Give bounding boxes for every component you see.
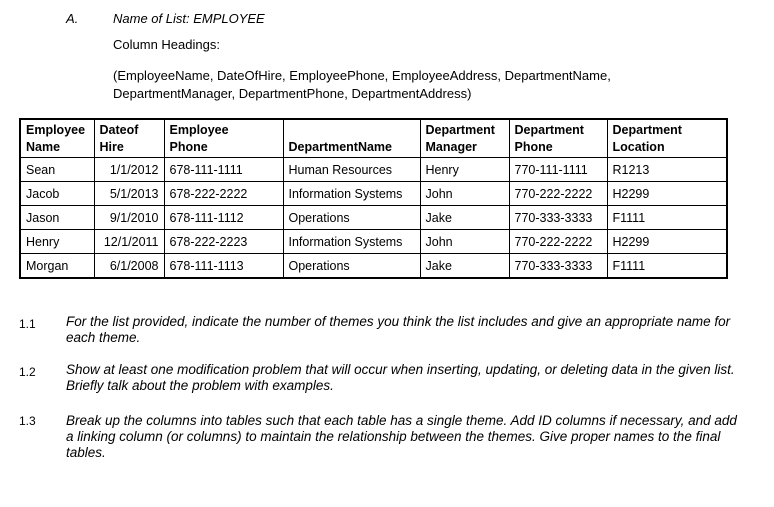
column-list-line-2: DepartmentManager, DepartmentPhone, DepartmentAddress) bbox=[113, 86, 472, 101]
cell-department-manager: Jake bbox=[420, 206, 509, 230]
cell-date-of-hire: 5/1/2013 bbox=[94, 182, 164, 206]
cell-department-phone: 770-111-1111 bbox=[509, 158, 607, 182]
question-number: 1.2 bbox=[19, 365, 36, 379]
header-department-name: DepartmentName bbox=[283, 119, 420, 158]
cell-employee-name: Jacob bbox=[20, 182, 94, 206]
question-text: Show at least one modification problem that will occur when inserting, updating, or deleting data in the given list. Briefly talk about the problem with examples. bbox=[66, 362, 735, 393]
question-text: Break up the columns into tables such that each table has a single theme. Add ID columns if necessary, and add a linking column (or columns) to maintain the relationship between the themes. Give proper names to the final tables. bbox=[66, 413, 737, 460]
question-text: For the list provided, indicate the number of themes you think the list includes and give an appropriate name for each theme. bbox=[66, 314, 731, 345]
cell-employee-phone: 678-111-1112 bbox=[164, 206, 283, 230]
header-date-of-hire: Dateof Hire bbox=[94, 119, 164, 158]
column-list-line-1: (EmployeeName, DateOfHire, EmployeePhone, EmployeeAddress, DepartmentName, bbox=[113, 68, 611, 83]
header-department-phone: Department Phone bbox=[509, 119, 607, 158]
cell-department-manager: Jake bbox=[420, 254, 509, 279]
cell-employee-phone: 678-111-1113 bbox=[164, 254, 283, 279]
cell-department-location: R1213 bbox=[607, 158, 727, 182]
cell-department-name: Human Resources bbox=[283, 158, 420, 182]
section-letter: A. bbox=[66, 11, 79, 26]
list-name: Name of List: EMPLOYEE bbox=[113, 11, 265, 26]
table-row bbox=[20, 254, 727, 279]
header-department-manager: Department Manager bbox=[420, 119, 509, 158]
cell-date-of-hire: 9/1/2010 bbox=[94, 206, 164, 230]
cell-employee-phone: 678-222-2222 bbox=[164, 182, 283, 206]
cell-department-location: F1111 bbox=[607, 206, 727, 230]
cell-employee-phone: 678-222-2223 bbox=[164, 230, 283, 254]
cell-department-location: H2299 bbox=[607, 230, 727, 254]
cell-employee-name: Jason bbox=[20, 206, 94, 230]
cell-department-phone: 770-333-3333 bbox=[509, 206, 607, 230]
column-headings-label: Column Headings: bbox=[113, 37, 220, 52]
cell-date-of-hire: 1/1/2012 bbox=[94, 158, 164, 182]
cell-department-location: H2299 bbox=[607, 182, 727, 206]
cell-department-name: Information Systems bbox=[283, 182, 420, 206]
table-header-row bbox=[20, 119, 727, 158]
cell-department-phone: 770-333-3333 bbox=[509, 254, 607, 279]
cell-employee-name: Morgan bbox=[20, 254, 94, 279]
cell-employee-name: Sean bbox=[20, 158, 94, 182]
cell-employee-name: Henry bbox=[20, 230, 94, 254]
header-employee-name: Employee Name bbox=[20, 119, 94, 158]
header-employee-phone: Employee Phone bbox=[164, 119, 283, 158]
table-row bbox=[20, 158, 727, 182]
cell-employee-phone: 678-111-1111 bbox=[164, 158, 283, 182]
table-row bbox=[20, 206, 727, 230]
cell-department-phone: 770-222-2222 bbox=[509, 230, 607, 254]
employee-table bbox=[19, 118, 728, 279]
question-number: 1.3 bbox=[19, 414, 36, 428]
column-list bbox=[113, 67, 673, 103]
cell-date-of-hire: 12/1/2011 bbox=[94, 230, 164, 254]
cell-department-manager: John bbox=[420, 230, 509, 254]
cell-department-location: F1111 bbox=[607, 254, 727, 279]
cell-department-manager: Henry bbox=[420, 158, 509, 182]
cell-department-name: Information Systems bbox=[283, 230, 420, 254]
cell-department-phone: 770-222-2222 bbox=[509, 182, 607, 206]
table-row bbox=[20, 182, 727, 206]
question-number: 1.1 bbox=[19, 317, 36, 331]
cell-date-of-hire: 6/1/2008 bbox=[94, 254, 164, 279]
cell-department-manager: John bbox=[420, 182, 509, 206]
cell-department-name: Operations bbox=[283, 254, 420, 279]
cell-department-name: Operations bbox=[283, 206, 420, 230]
table-row bbox=[20, 230, 727, 254]
header-department-location: Department Location bbox=[607, 119, 727, 158]
